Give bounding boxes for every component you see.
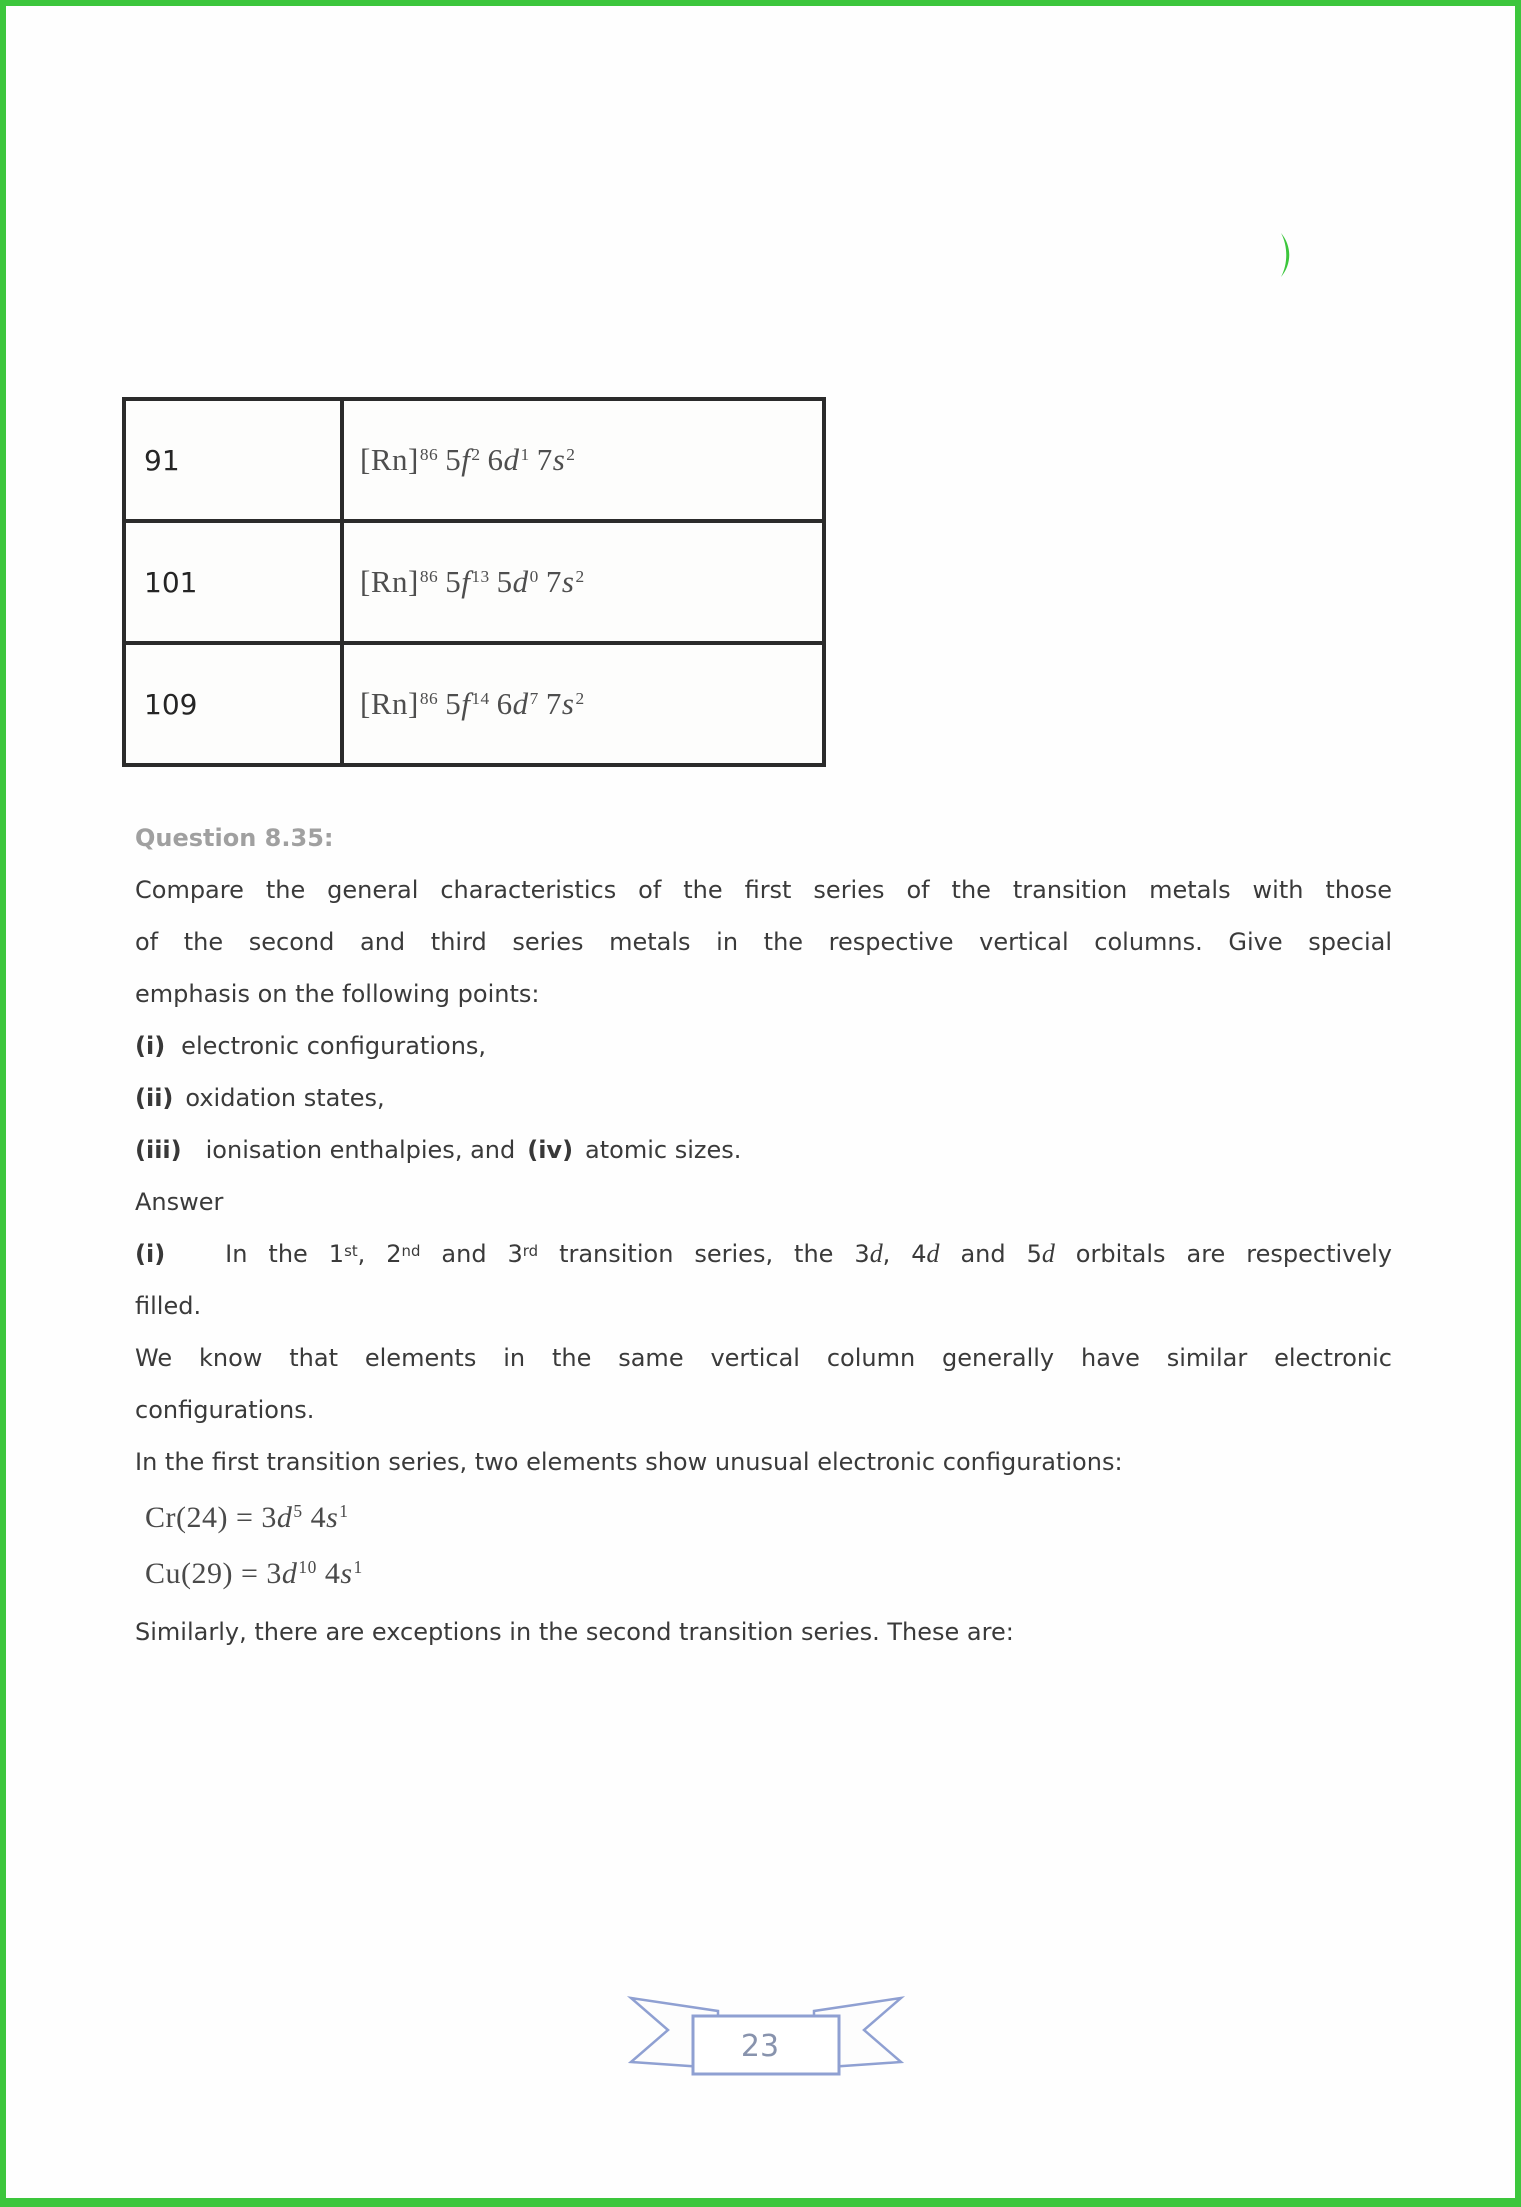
copper-config-formula — [145, 1546, 1392, 1602]
equals-part: = 3 — [233, 1557, 282, 1590]
table-row — [124, 643, 824, 765]
atomic-number-cell — [124, 399, 342, 521]
orbital-term — [445, 442, 480, 477]
atomic-number-paren: (24) — [176, 1501, 228, 1534]
electron-count: 5 — [293, 1501, 303, 1522]
list-item-ii — [135, 1072, 1392, 1124]
orbital-term — [497, 686, 539, 721]
shell-number: 7 — [536, 442, 553, 477]
answer-label: Answer — [135, 1188, 224, 1216]
exception-formulas — [135, 1490, 1392, 1602]
answer-text: , 2 — [357, 1240, 402, 1268]
shell-number: 5 — [445, 686, 462, 721]
question-paragraph — [135, 864, 1392, 1020]
question-answer-content — [135, 812, 1392, 1658]
answer-line: We know that elements in the same vertical column generally have similar electronic — [135, 1344, 1392, 1372]
green-crescent-mark-icon — [1278, 232, 1296, 282]
orbital-letter: d — [1041, 1239, 1055, 1268]
list-item-text: oxidation states, — [185, 1084, 385, 1112]
electron-configuration-cell — [342, 521, 824, 643]
atomic-number-cell — [124, 643, 342, 765]
core-superscript: 86 — [419, 689, 439, 709]
electron-configuration-cell — [342, 399, 824, 521]
electron-count: 1 — [339, 1501, 349, 1522]
answer-paragraph-1 — [135, 1228, 1392, 1332]
electron-count: 1 — [353, 1557, 363, 1578]
core-symbol: [Rn] — [360, 686, 419, 721]
electron-configuration-table — [122, 397, 826, 767]
table-row — [124, 399, 824, 521]
orbital-term — [445, 564, 489, 599]
atomic-number: 101 — [144, 565, 198, 599]
orbital-letter: s — [326, 1501, 339, 1534]
list-item-text: atomic sizes. — [585, 1136, 742, 1164]
core-superscript: 86 — [419, 567, 439, 587]
orbital-letter: f — [461, 564, 471, 599]
electron-count: 2 — [575, 567, 585, 587]
element-symbol: Cu — [145, 1557, 182, 1590]
page-number: 23 — [740, 2029, 780, 2064]
chromium-config-formula — [145, 1490, 1392, 1546]
electron-count: 0 — [529, 567, 539, 587]
element-symbol: Cr — [145, 1501, 176, 1534]
shell-number: 5 — [445, 442, 462, 477]
shell-number: 5 — [496, 564, 513, 599]
electron-count: 2 — [575, 689, 585, 709]
electron-count: 2 — [471, 445, 481, 465]
question-line: emphasis on the following points: — [135, 980, 540, 1008]
answer-paragraph-3: In the first transition series, two elements show unusual electronic configurations: — [135, 1448, 1123, 1476]
electron-configuration-cell — [342, 643, 824, 765]
orbital-letter: s — [561, 686, 575, 721]
answer-paragraph-2 — [135, 1332, 1392, 1436]
atomic-number: 91 — [144, 443, 180, 477]
list-marker: (iii) — [135, 1136, 182, 1164]
core-superscript: 86 — [419, 445, 439, 465]
atomic-number-paren: (29) — [181, 1557, 233, 1590]
shell-number: 7 — [545, 564, 562, 599]
orbital-letter: s — [340, 1557, 353, 1590]
electron-count: 2 — [566, 445, 576, 465]
orbital-letter: d — [512, 686, 529, 721]
table-row — [124, 521, 824, 643]
core-symbol: [Rn] — [360, 564, 419, 599]
electron-count: 14 — [471, 689, 490, 709]
question-heading: Question 8.35: — [135, 824, 334, 852]
electron-count: 1 — [520, 445, 530, 465]
question-line: of the second and third series metals in the respective vertical columns. Give special — [135, 928, 1392, 956]
noble-gas-core — [360, 442, 438, 477]
answer-line — [135, 1228, 1392, 1280]
orbital-letter: d — [512, 564, 529, 599]
shell-number: 4 — [316, 1557, 341, 1590]
orbital-letter: s — [552, 442, 566, 477]
list-marker: (iv) — [527, 1136, 574, 1164]
electron-count: 7 — [529, 689, 539, 709]
question-line: Compare the general characteristics of the first series of the transition metals with those — [135, 876, 1392, 904]
answer-paragraph-4: Similarly, there are exceptions in the second transition series. These are: — [135, 1618, 1014, 1646]
orbital-letter: d — [276, 1501, 293, 1534]
orbital-letter: d — [926, 1239, 940, 1268]
list-item-i — [135, 1020, 1392, 1072]
shell-number: 7 — [545, 686, 562, 721]
orbital-term — [546, 564, 585, 599]
list-marker: (i) — [135, 1032, 166, 1060]
orbital-letter: s — [561, 564, 575, 599]
core-symbol: [Rn] — [360, 442, 419, 477]
orbital-term — [488, 442, 530, 477]
answer-text: orbitals are respectively — [1054, 1240, 1392, 1268]
answer-text: In the 1 — [225, 1240, 345, 1268]
answer-text: and 5 — [939, 1240, 1042, 1268]
electron-count: 13 — [471, 567, 490, 587]
shell-number: 6 — [496, 686, 513, 721]
noble-gas-core — [360, 686, 438, 721]
list-marker: (ii) — [135, 1084, 174, 1112]
answer-line: filled. — [135, 1292, 202, 1320]
shell-number: 4 — [302, 1501, 327, 1534]
list-marker: (i) — [135, 1240, 166, 1268]
orbital-letter: d — [869, 1239, 883, 1268]
ordinal-superscript: nd — [401, 1241, 421, 1260]
electron-count: 10 — [298, 1557, 317, 1578]
shell-number: 5 — [445, 564, 462, 599]
atomic-number: 109 — [144, 687, 198, 721]
orbital-term — [445, 686, 489, 721]
orbital-term — [546, 686, 585, 721]
orbital-letter: f — [461, 686, 471, 721]
orbital-term — [497, 564, 539, 599]
ordinal-superscript: rd — [522, 1241, 539, 1260]
answer-text: transition series, the 3 — [538, 1240, 870, 1268]
answer-text: and 3 — [420, 1240, 523, 1268]
list-item-iii-iv — [135, 1124, 1392, 1176]
list-item-text: ionisation enthalpies, and — [205, 1136, 516, 1164]
list-item-text: electronic configurations, — [181, 1032, 487, 1060]
noble-gas-core — [360, 564, 438, 599]
page-number-ribbon — [606, 1978, 926, 2087]
answer-line: configurations. — [135, 1396, 315, 1424]
orbital-letter: d — [503, 442, 520, 477]
ordinal-superscript: st — [344, 1241, 358, 1260]
atomic-number-cell — [124, 521, 342, 643]
orbital-letter: d — [281, 1557, 298, 1590]
orbital-letter: f — [461, 442, 471, 477]
equals-part: = 3 — [227, 1501, 277, 1534]
orbital-term — [537, 442, 576, 477]
shell-number: 6 — [487, 442, 504, 477]
answer-text: , 4 — [882, 1240, 927, 1268]
